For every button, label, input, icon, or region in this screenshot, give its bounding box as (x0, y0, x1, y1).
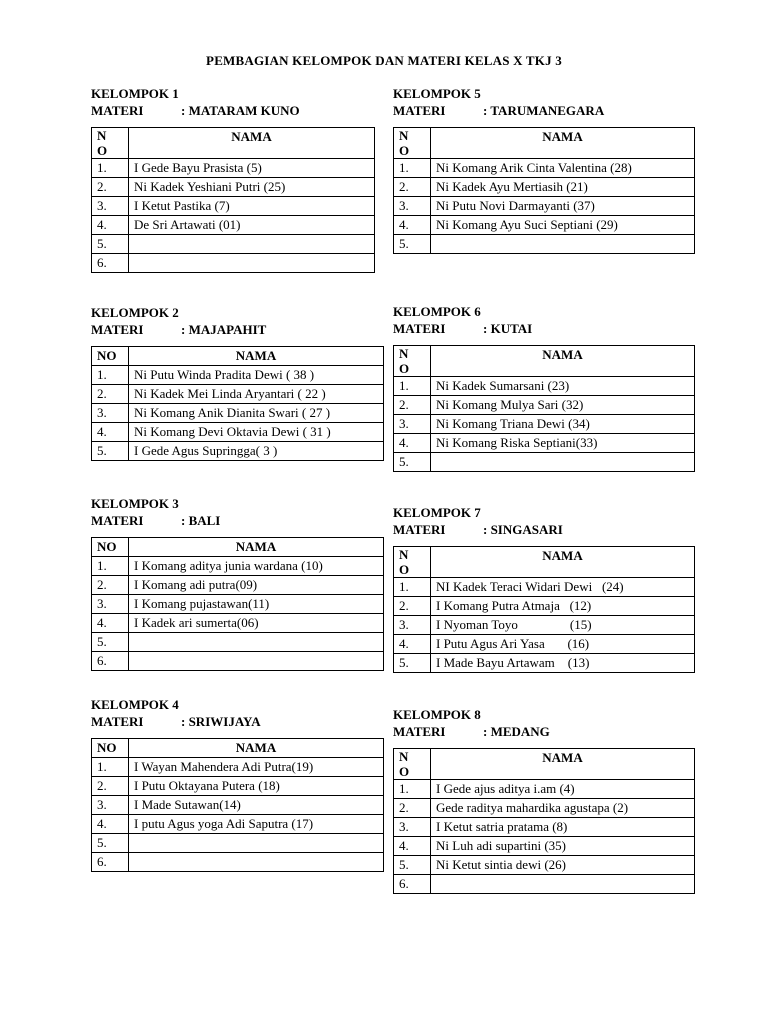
row-number: 3. (394, 616, 431, 635)
materi-label: MATERI (393, 321, 446, 336)
row-number: 1. (92, 159, 129, 178)
materi-line (91, 102, 375, 119)
table-row (92, 834, 384, 853)
row-number: 3. (92, 796, 129, 815)
member-name: Ni Komang Riska Septiani(33) (431, 434, 695, 453)
table-row (394, 159, 695, 178)
member-name: I Gede Bayu Prasista (5) (129, 159, 375, 178)
member-name: Ni Ketut sintia dewi (26) (431, 856, 695, 875)
member-name (431, 453, 695, 472)
row-number: 5. (394, 856, 431, 875)
table-row (394, 178, 695, 197)
materi-value: : TARUMANEGARA (483, 103, 605, 118)
table-row (394, 635, 695, 654)
no-header: N O (394, 128, 431, 159)
table-row (92, 254, 375, 273)
group-heading: KELOMPOK 4 (91, 697, 179, 712)
row-number: 2. (394, 799, 431, 818)
row-number: 4. (92, 423, 129, 442)
member-name: Ni Komang Devi Oktavia Dewi ( 31 ) (129, 423, 384, 442)
table-row (92, 442, 384, 461)
member-table (91, 346, 384, 461)
materi-line (393, 723, 695, 740)
group-heading: KELOMPOK 3 (91, 496, 179, 511)
group-7 (393, 504, 695, 673)
no-header: N O (394, 346, 431, 377)
no-header: NO (92, 347, 129, 366)
row-number: 1. (394, 780, 431, 799)
table-header-row (394, 749, 695, 780)
table-row (92, 652, 384, 671)
table-row (394, 597, 695, 616)
table-row (92, 423, 384, 442)
no-header: N O (394, 547, 431, 578)
group-2 (91, 304, 384, 461)
table-row (92, 815, 384, 834)
table-row (394, 396, 695, 415)
row-number: 2. (92, 385, 129, 404)
member-name: I Kadek ari sumerta(06) (129, 614, 384, 633)
row-number: 4. (92, 815, 129, 834)
materi-label: MATERI (393, 103, 446, 118)
row-number: 3. (92, 197, 129, 216)
member-name (129, 834, 384, 853)
materi-line (91, 512, 384, 529)
nama-header: NAMA (129, 128, 375, 159)
member-table (91, 738, 384, 872)
table-row (92, 385, 384, 404)
member-name (431, 235, 695, 254)
row-number: 3. (394, 415, 431, 434)
nama-header: NAMA (129, 739, 384, 758)
row-number: 5. (394, 654, 431, 673)
table-row (394, 453, 695, 472)
member-name: I putu Agus yoga Adi Saputra (17) (129, 815, 384, 834)
materi-value: : KUTAI (483, 321, 533, 336)
row-number: 6. (394, 875, 431, 894)
materi-label: MATERI (91, 714, 144, 729)
table-row (394, 654, 695, 673)
member-name: Ni Kadek Yeshiani Putri (25) (129, 178, 375, 197)
table-row (92, 595, 384, 614)
table-row (394, 818, 695, 837)
table-row (394, 415, 695, 434)
table-row (92, 796, 384, 815)
member-name: I Made Sutawan(14) (129, 796, 384, 815)
row-number: 1. (394, 377, 431, 396)
row-number: 4. (394, 837, 431, 856)
table-header-row (92, 538, 384, 557)
member-table (91, 537, 384, 671)
member-name: Ni Komang Arik Cinta Valentina (28) (431, 159, 695, 178)
table-row (394, 216, 695, 235)
member-name: Gede raditya mahardika agustapa (2) (431, 799, 695, 818)
row-number: 2. (394, 597, 431, 616)
member-name: Ni Putu Winda Pradita Dewi ( 38 ) (129, 366, 384, 385)
table-row (92, 197, 375, 216)
row-number: 2. (394, 396, 431, 415)
group-heading: KELOMPOK 7 (393, 505, 481, 520)
row-number: 4. (92, 614, 129, 633)
materi-line (393, 320, 695, 337)
table-row (92, 557, 384, 576)
group-8 (393, 706, 695, 894)
row-number: 2. (394, 178, 431, 197)
group-5 (393, 85, 695, 254)
member-name: I Komang Putra Atmaja (12) (431, 597, 695, 616)
row-number: 3. (92, 404, 129, 423)
nama-header: NAMA (431, 749, 695, 780)
row-number: 5. (92, 633, 129, 652)
member-name: Ni Komang Triana Dewi (34) (431, 415, 695, 434)
member-name (129, 853, 384, 872)
row-number: 2. (92, 178, 129, 197)
member-name (129, 652, 384, 671)
table-header-row (92, 128, 375, 159)
group-heading: KELOMPOK 1 (91, 86, 179, 101)
table-row (92, 235, 375, 254)
row-number: 5. (394, 453, 431, 472)
group-heading: KELOMPOK 2 (91, 305, 179, 320)
row-number: 1. (92, 557, 129, 576)
materi-value: : MAJAPAHIT (181, 322, 267, 337)
member-name: Ni Kadek Sumarsani (23) (431, 377, 695, 396)
materi-line (91, 713, 384, 730)
row-number: 4. (92, 216, 129, 235)
table-header-row (92, 739, 384, 758)
member-name: Ni Kadek Mei Linda Aryantari ( 22 ) (129, 385, 384, 404)
table-row (92, 159, 375, 178)
member-name (431, 875, 695, 894)
row-number: 5. (92, 235, 129, 254)
member-name: I Wayan Mahendera Adi Putra(19) (129, 758, 384, 777)
table-row (92, 614, 384, 633)
table-row (394, 197, 695, 216)
row-number: 4. (394, 434, 431, 453)
member-name: NI Kadek Teraci Widari Dewi (24) (431, 578, 695, 597)
table-row (92, 404, 384, 423)
member-name: Ni Komang Mulya Sari (32) (431, 396, 695, 415)
group-6 (393, 303, 695, 472)
table-row (394, 856, 695, 875)
row-number: 1. (92, 366, 129, 385)
table-row (92, 178, 375, 197)
table-header-row (92, 347, 384, 366)
member-name: Ni Komang Ayu Suci Septiani (29) (431, 216, 695, 235)
table-row (394, 578, 695, 597)
page-title: PEMBAGIAN KELOMPOK DAN MATERI KELAS X TKJ 3 (206, 53, 562, 68)
member-name: I Putu Agus Ari Yasa (16) (431, 635, 695, 654)
row-number: 6. (92, 254, 129, 273)
member-name: I Made Bayu Artawam (13) (431, 654, 695, 673)
member-name: I Komang aditya junia wardana (10) (129, 557, 384, 576)
member-name: I Gede ajus aditya i.am (4) (431, 780, 695, 799)
row-number: 2. (92, 777, 129, 796)
row-number: 4. (394, 216, 431, 235)
row-number: 1. (92, 758, 129, 777)
nama-header: NAMA (129, 538, 384, 557)
table-row (394, 616, 695, 635)
member-name (129, 235, 375, 254)
group-4 (91, 696, 384, 872)
table-row (92, 216, 375, 235)
row-number: 3. (394, 818, 431, 837)
row-number: 6. (92, 853, 129, 872)
materi-label: MATERI (91, 513, 144, 528)
row-number: 3. (92, 595, 129, 614)
nama-header: NAMA (431, 547, 695, 578)
table-row (394, 799, 695, 818)
member-table (393, 546, 695, 673)
nama-header: NAMA (129, 347, 384, 366)
table-row (92, 853, 384, 872)
no-header: NO (92, 739, 129, 758)
member-name: I Gede Agus Supringga( 3 ) (129, 442, 384, 461)
materi-value: : MATARAM KUNO (181, 103, 300, 118)
materi-value: : MEDANG (483, 724, 550, 739)
row-number: 1. (394, 578, 431, 597)
member-name: De Sri Artawati (01) (129, 216, 375, 235)
table-row (394, 837, 695, 856)
member-name: I Ketut satria pratama (8) (431, 818, 695, 837)
materi-line (393, 521, 695, 538)
member-name (129, 254, 375, 273)
row-number: 4. (394, 635, 431, 654)
table-row (92, 633, 384, 652)
materi-value: : BALI (181, 513, 221, 528)
materi-label: MATERI (91, 103, 144, 118)
member-name (129, 633, 384, 652)
member-table (393, 748, 695, 894)
table-row (92, 366, 384, 385)
table-row (394, 780, 695, 799)
group-heading: KELOMPOK 5 (393, 86, 481, 101)
table-row (394, 434, 695, 453)
member-name: I Komang adi putra(09) (129, 576, 384, 595)
table-header-row (394, 547, 695, 578)
member-name: I Nyoman Toyo (15) (431, 616, 695, 635)
materi-value: : SRIWIJAYA (181, 714, 261, 729)
member-table (393, 127, 695, 254)
table-row (394, 235, 695, 254)
row-number: 2. (92, 576, 129, 595)
member-name: I Komang pujastawan(11) (129, 595, 384, 614)
member-name: Ni Kadek Ayu Mertiasih (21) (431, 178, 695, 197)
member-name: I Ketut Pastika (7) (129, 197, 375, 216)
no-header: NO (92, 538, 129, 557)
materi-line (91, 321, 384, 338)
materi-line (393, 102, 695, 119)
table-header-row (394, 346, 695, 377)
group-3 (91, 495, 384, 671)
row-number: 6. (92, 652, 129, 671)
materi-label: MATERI (91, 322, 144, 337)
row-number: 5. (394, 235, 431, 254)
member-name: Ni Luh adi supartini (35) (431, 837, 695, 856)
member-table (91, 127, 375, 273)
row-number: 5. (92, 442, 129, 461)
table-row (92, 777, 384, 796)
member-name: Ni Komang Anik Dianita Swari ( 27 ) (129, 404, 384, 423)
nama-header: NAMA (431, 128, 695, 159)
row-number: 5. (92, 834, 129, 853)
materi-value: : SINGASARI (483, 522, 563, 537)
member-name: I Putu Oktayana Putera (18) (129, 777, 384, 796)
group-heading: KELOMPOK 6 (393, 304, 481, 319)
row-number: 1. (394, 159, 431, 178)
group-1 (91, 85, 375, 273)
member-name: Ni Putu Novi Darmayanti (37) (431, 197, 695, 216)
table-row (394, 875, 695, 894)
no-header: N O (92, 128, 129, 159)
table-row (92, 576, 384, 595)
member-table (393, 345, 695, 472)
nama-header: NAMA (431, 346, 695, 377)
table-row (92, 758, 384, 777)
table-row (394, 377, 695, 396)
table-header-row (394, 128, 695, 159)
group-heading: KELOMPOK 8 (393, 707, 481, 722)
row-number: 3. (394, 197, 431, 216)
materi-label: MATERI (393, 724, 446, 739)
materi-label: MATERI (393, 522, 446, 537)
no-header: N O (394, 749, 431, 780)
